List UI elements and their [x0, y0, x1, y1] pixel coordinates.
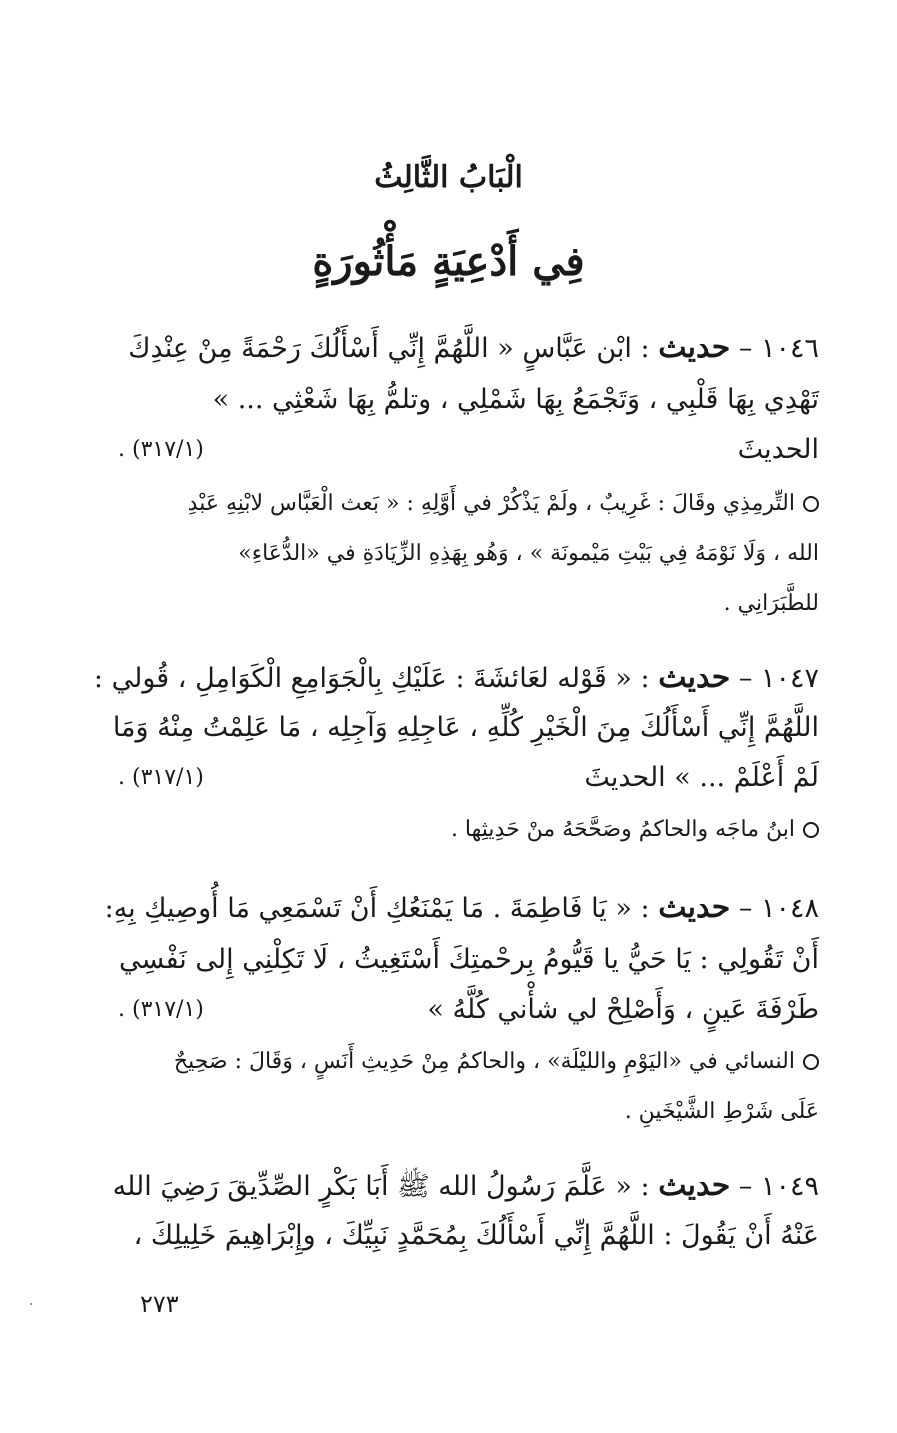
- hadith-1048-line-3: طَرْفَةَ عَينٍ ، وَأَصْلِحْ لي شأْني كُلَّهُ »: [427, 994, 819, 1025]
- chapter-label: الْبَابُ الثَّالِثُ: [374, 160, 523, 195]
- hadith-1048-note-line-2: عَلَى شَرْطِ الشَّيْخَينِ .: [624, 1099, 819, 1124]
- hadith-1048-line-1: ١٠٤٨ – حديث : « يَا فَاطِمَةَ . مَا يَمْنَعُكِ أَنْ تَسْمَعِي مَا أُوصِيكِ بِهِ:: [104, 890, 819, 925]
- hadith-1046-line-1: ١٠٤٦ – حديث : ابْن عَبَّاسٍ « اللَّهُمَّ إِنِّي أَسْأَلُكَ رَحْمَةً مِنْ عِنْدِكَ: [128, 330, 819, 365]
- page-number: ٢٧٣: [140, 1290, 179, 1318]
- chapter-title: فِي أَدْعِيَةٍ مَأْثُورَةٍ: [312, 238, 585, 285]
- hadith-1049-line-2: عَنْهُ أَنْ يَقُولَ : اللَّهُمَّ إِنِّي أَسْأَلُكَ بِمُحَمَّدٍ نَبِيِّكَ ، وإِبْرَاهِيمَ خَلِيلِكَ ،: [133, 1220, 819, 1251]
- hadith-1048-line-2: أَنْ تَقُولِي : يَا حَيُّ يا قَيُّومُ بِرحْمتِكَ أَسْتَغِيثُ ، لَا تَكِلْنِي إِلى نَفْسِي: [119, 944, 819, 975]
- hadith-1049-line-1: ١٠٤٩ – حديث : « عَلَّمَ رَسُولُ الله ﷺ أَبَا بَكْرٍ الصِّدِّيقَ رَضِيَ الله: [112, 1168, 819, 1203]
- circle-bullet-icon: [803, 496, 819, 512]
- hadith-1046-note-line-3: للطَّبَرَانِي .: [723, 591, 819, 616]
- hadith-label: حديث: [658, 1168, 731, 1203]
- hadith-1046-note-line-2: الله ، وَلَا نَوْمَهُ فِي بَيْتِ مَيْمونَة » ، وَهُو بِهَذِهِ الزِّيَادَةِ في «الدُّعَاءِ»: [238, 541, 819, 566]
- hadith-1046-note-line-1: التِّرمِذِي وقَالَ : غَرِيبٌ ، ولَمْ يَذْكُرْ في أَوَّلِهِ : « بَعث الْعَبَّاس لابْنِهِ عَبْدِ: [74, 484, 819, 524]
- hadith-number: ١٠٤٧: [760, 663, 819, 694]
- hadith-label: حديث: [658, 890, 731, 925]
- hadith-label: حديث: [658, 330, 731, 365]
- hadith-text: : « يَا فَاطِمَةَ . مَا يَمْنَعُكِ أَنْ تَسْمَعِي مَا أُوصِيكِ بِهِ:: [104, 893, 650, 924]
- hadith-1047-line-2: اللَّهُمَّ إِنِّي أَسْأَلُكَ مِنَ الْخَيْرِ كُلِّهِ ، عَاجِلِهِ وَآجِلِه ، مَا عَلِمْتُ مِنْهُ وَمَا: [112, 712, 819, 743]
- hadith-1047-line-3: لَمْ أَعْلَمْ ... » الحديثَ: [584, 762, 819, 793]
- hadith-1047-line-1: ١٠٤٧ – حديث : « قَوْله لعَائشَةَ : عَلَيْكِ بِالْجَوَامِعِ الْكَوَامِلِ ، قُولي :: [93, 660, 819, 695]
- hadith-1046-line-3: الحديثَ: [737, 434, 819, 465]
- circle-bullet-icon: [803, 1054, 819, 1070]
- hadith-text: : ابْن عَبَّاسٍ « اللَّهُمَّ إِنِّي أَسْأَلُكَ رَحْمَةً مِنْ عِنْدِكَ: [128, 333, 650, 364]
- hadith-text: : « قَوْله لعَائشَةَ : عَلَيْكِ بِالْجَوَامِعِ الْكَوَامِلِ ، قُولي :: [93, 663, 650, 694]
- scan-speck: [30, 1303, 32, 1305]
- hadith-number: ١٠٤٦: [760, 333, 819, 364]
- hadith-1046-reference: (٣١٧/١) .: [118, 437, 204, 462]
- hadith-text: : « عَلَّمَ رَسُولُ الله ﷺ أَبَا بَكْرٍ الصِّدِّيقَ رَضِيَ الله: [112, 1171, 650, 1202]
- hadith-1047-reference: (٣١٧/١) .: [118, 765, 204, 790]
- hadith-1047-note-line-1: ابنُ ماجَه والحاكمُ وصَحَّحَهُ منْ حَدِيثِها .: [74, 810, 819, 850]
- hadith-number: ١٠٤٨: [760, 893, 819, 924]
- hadith-label: حديث: [658, 660, 731, 695]
- circle-bullet-icon: [803, 822, 819, 838]
- hadith-1048-note-line-1: النسائي في «اليَوْمِ والليْلَة» ، والحاكمُ مِنْ حَدِيثِ أَنَسٍ ، وَقَالَ : صَحِيحٌ: [74, 1042, 819, 1082]
- hadith-number: ١٠٤٩: [760, 1171, 819, 1202]
- hadith-1048-reference: (٣١٧/١) .: [118, 997, 204, 1022]
- hadith-1046-line-2: تَهْدِي بِهَا قَلْبِي ، وَتَجْمَعُ بِهَا شَمْلِي ، وتلمُّ بِهَا شَعْثِي ... »: [212, 384, 819, 415]
